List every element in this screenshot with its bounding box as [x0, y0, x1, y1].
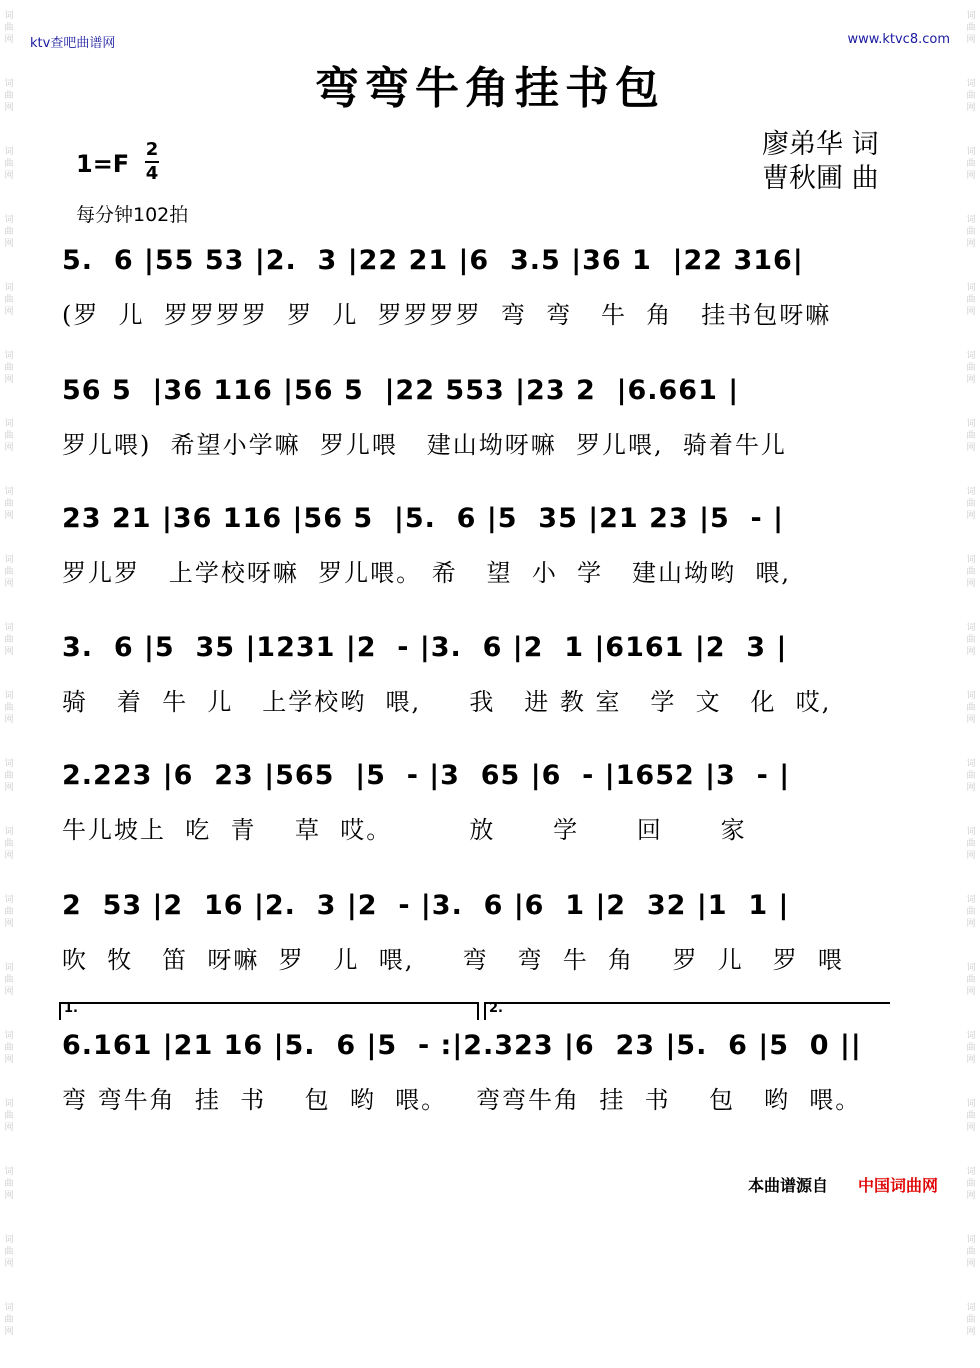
key-signature: 1=F — [76, 150, 130, 178]
watermark-text: 词曲网 — [4, 419, 14, 453]
notation-line: 2.223 |6 23 |565 |5 - |3 65 |6 - |1652 |3 - | — [62, 760, 791, 791]
volta-first-ending: 1. — [64, 1001, 78, 1016]
watermark-text: 词曲网 — [966, 1303, 976, 1337]
lyricist: 廖弟华 词 — [762, 129, 879, 160]
watermark-text: 词曲网 — [4, 555, 14, 589]
watermark-text: 词曲网 — [966, 963, 976, 997]
tempo-marking: 每分钟102拍 — [76, 204, 189, 226]
watermark-text: 词曲网 — [966, 215, 976, 249]
watermark-text: 词曲网 — [4, 215, 14, 249]
footer-source-link[interactable]: 中国词曲网 — [858, 1176, 939, 1195]
notation-line: 5. 6 |55 53 |2. 3 |22 21 |6 3.5 |36 1 |22 316| — [62, 245, 804, 276]
watermark-text: 词曲网 — [4, 79, 14, 113]
notation-line: 56 5 |36 116 |56 5 |22 553 |23 2 |6.661 | — [62, 375, 740, 406]
watermark-text: 词曲网 — [966, 419, 976, 453]
song-title: 弯弯牛角挂书包 — [315, 63, 665, 114]
watermark-text: 词曲网 — [4, 691, 14, 725]
watermark-text: 词曲网 — [966, 555, 976, 589]
watermark-text: 词曲网 — [4, 11, 14, 45]
composer: 曹秋圃 曲 — [762, 163, 879, 194]
site-label-right: www.ktvc8.com — [847, 32, 950, 47]
notation-line: 6.161 |21 16 |5. 6 |5 - :|2.323 |6 23 |5. 6 |5 0 || — [62, 1030, 862, 1061]
watermark-text: 词曲网 — [966, 79, 976, 113]
footer-source-label: 本曲谱源自 — [748, 1176, 829, 1195]
watermark-text: 词曲网 — [4, 1303, 14, 1337]
watermark-text: 词曲网 — [4, 1099, 14, 1133]
lyric-line: (罗 儿 罗罗罗罗 罗 儿 罗罗罗罗 弯 弯 牛 角 挂书包呀嘛 — [62, 301, 832, 329]
lyric-line: 弯 弯牛角 挂 书 包 哟 喂。 弯弯牛角 挂 书 包 哟 喂。 — [62, 1086, 862, 1114]
watermark-text: 词曲网 — [966, 895, 976, 929]
watermark-text: 词曲网 — [4, 827, 14, 861]
notation-line: 23 21 |36 116 |56 5 |5. 6 |5 35 |21 23 |5 - | — [62, 503, 784, 534]
watermark-text: 词曲网 — [966, 1099, 976, 1133]
watermark-text: 词曲网 — [4, 623, 14, 657]
watermark-text: 词曲网 — [4, 1031, 14, 1065]
watermark-text: 词曲网 — [966, 487, 976, 521]
site-label-left: ktv查吧曲谱网 — [30, 36, 116, 51]
watermark-text: 词曲网 — [4, 1235, 14, 1269]
lyric-line: 骑 着 牛 儿 上学校哟 喂, 我 进 教 室 学 文 化 哎, — [62, 688, 832, 716]
lyric-line: 罗儿喂) 希望小学嘛 罗儿喂 建山坳呀嘛 罗儿喂, 骑着牛儿 — [62, 431, 787, 459]
watermark-text: 词曲网 — [4, 1167, 14, 1201]
watermark-text: 词曲网 — [966, 283, 976, 317]
watermark-text: 词曲网 — [966, 691, 976, 725]
lyric-line: 罗儿罗 上学校呀嘛 罗儿喂。 希 望 小 学 建山坳哟 喂, — [62, 559, 791, 587]
watermark-text: 词曲网 — [4, 351, 14, 385]
lyric-line: 牛儿坡上 吃 青 草 哎。 放 学 回 家 — [62, 816, 747, 844]
watermark-text: 词曲网 — [4, 147, 14, 181]
watermark-text: 词曲网 — [966, 351, 976, 385]
watermark-text: 词曲网 — [4, 759, 14, 793]
watermark-text: 词曲网 — [966, 623, 976, 657]
lyric-line: 吹 牧 笛 呀嘛 罗 儿 喂, 弯 弯 牛 角 罗 儿 罗 喂 — [62, 946, 844, 974]
notation-line: 3. 6 |5 35 |1231 |2 - |3. 6 |2 1 |6161 |2 3 | — [62, 632, 788, 663]
notation-line: 2 53 |2 16 |2. 3 |2 - |3. 6 |6 1 |2 32 |1 1 | — [62, 890, 790, 921]
watermark-text: 词曲网 — [966, 1235, 976, 1269]
watermark-text: 词曲网 — [966, 1167, 976, 1201]
watermark-text: 词曲网 — [966, 147, 976, 181]
time-signature-bottom: 4 — [145, 163, 159, 184]
watermark-text: 词曲网 — [4, 895, 14, 929]
watermark-text: 词曲网 — [4, 283, 14, 317]
volta-second-ending: 2. — [489, 1001, 503, 1016]
watermark-text: 词曲网 — [4, 487, 14, 521]
watermark-text: 词曲网 — [966, 1031, 976, 1065]
watermark-text: 词曲网 — [966, 827, 976, 861]
watermark-text: 词曲网 — [4, 963, 14, 997]
time-signature-top: 2 — [145, 139, 159, 160]
watermark-text: 词曲网 — [966, 759, 976, 793]
watermark-text: 词曲网 — [966, 11, 976, 45]
